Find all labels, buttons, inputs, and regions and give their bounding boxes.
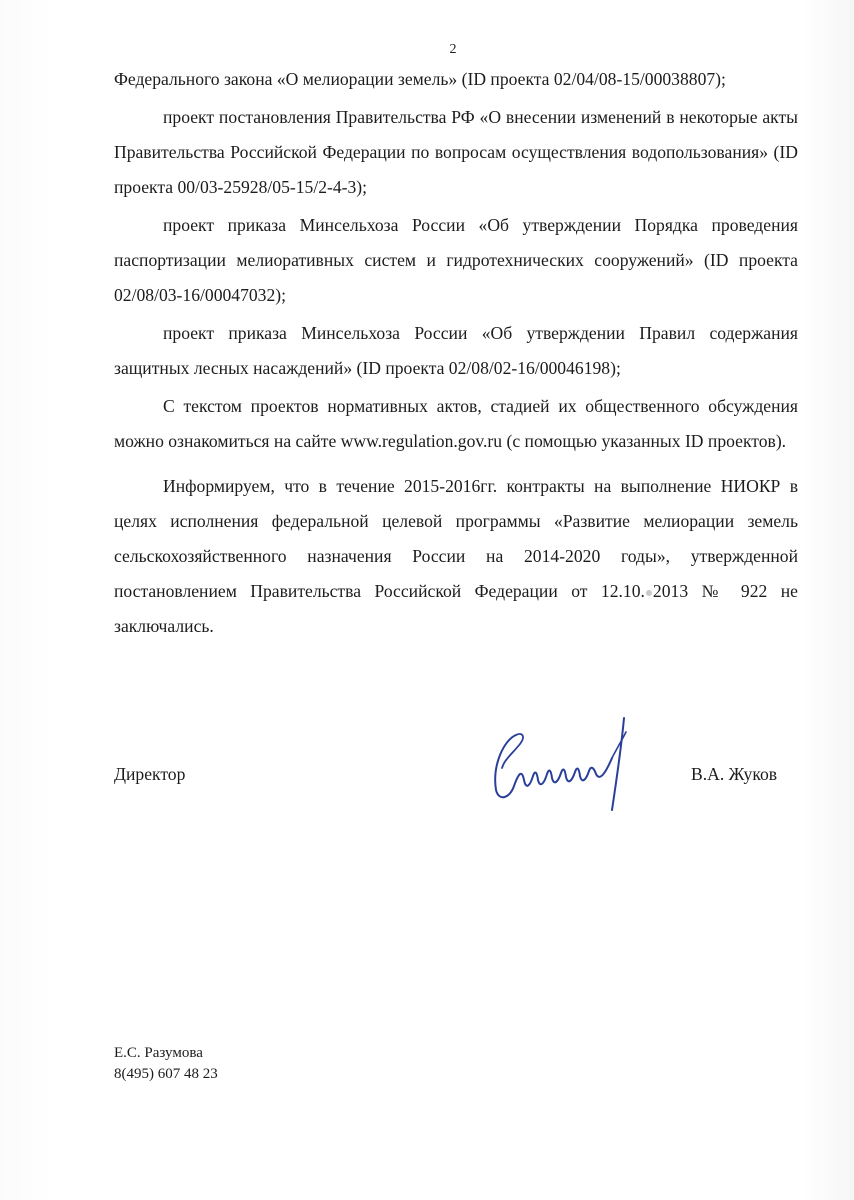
signatory-name: В.А. Жуков (691, 764, 778, 784)
paragraph-forest-plantations-order-draft: проект приказа Минсельхоза России «Об утверждении Правил содержания защитных лесных насаждений» (ID проекта 02/08/02-16/00046198); (114, 323, 798, 378)
paragraph-regulation-website: С текстом проектов нормативных актов, стадией их общественного обсуждения можно ознакомиться на сайте www.regulation.gov.ru (с помощью указанных ID проектов). (114, 396, 798, 451)
executor-name: Е.С. Разумова (114, 1045, 203, 1061)
paragraph-niokr-contracts (114, 469, 798, 644)
page-number: 2 (449, 42, 457, 57)
handwritten-signature (486, 710, 636, 820)
signatory-position: Директор (114, 764, 186, 784)
executor-info (114, 1043, 218, 1085)
stamp-smudge-mark (646, 590, 652, 596)
niokr-text-after-date: 2013 № 922 не заключались. (114, 581, 798, 636)
paragraph-law-continuation: Федерального закона «О мелиорации земель» (ID проекта 02/04/08-15/00038807); (114, 69, 726, 89)
executor-phone: 8(495) 607 48 23 (114, 1066, 218, 1082)
niokr-text-before-date: Информируем, что в течение 2015-2016гг. контракты на выполнение НИОКР в целях исполнения федеральной целевой программы «Развитие мелиорации земель сельскохозяйственного назначения России на 2014-2020 годы», утвержденной постановлением Правительства Российской Федерации от 12.10. (114, 476, 798, 601)
letter-body (114, 62, 798, 644)
paragraph-government-resolution-draft: проект постановления Правительства РФ «О внесении изменений в некоторые акты Правительства Российской Федерации по вопросам осуществления водопользования» (ID проекта 00/03-25928/05-15/2-4-3); (114, 107, 798, 197)
paragraph-passportization-order-draft: проект приказа Минсельхоза России «Об утверждении Порядка проведения паспортизации мелиоративных систем и гидротехнических сооружений» (ID проекта 02/08/03-16/00047032); (114, 215, 798, 305)
